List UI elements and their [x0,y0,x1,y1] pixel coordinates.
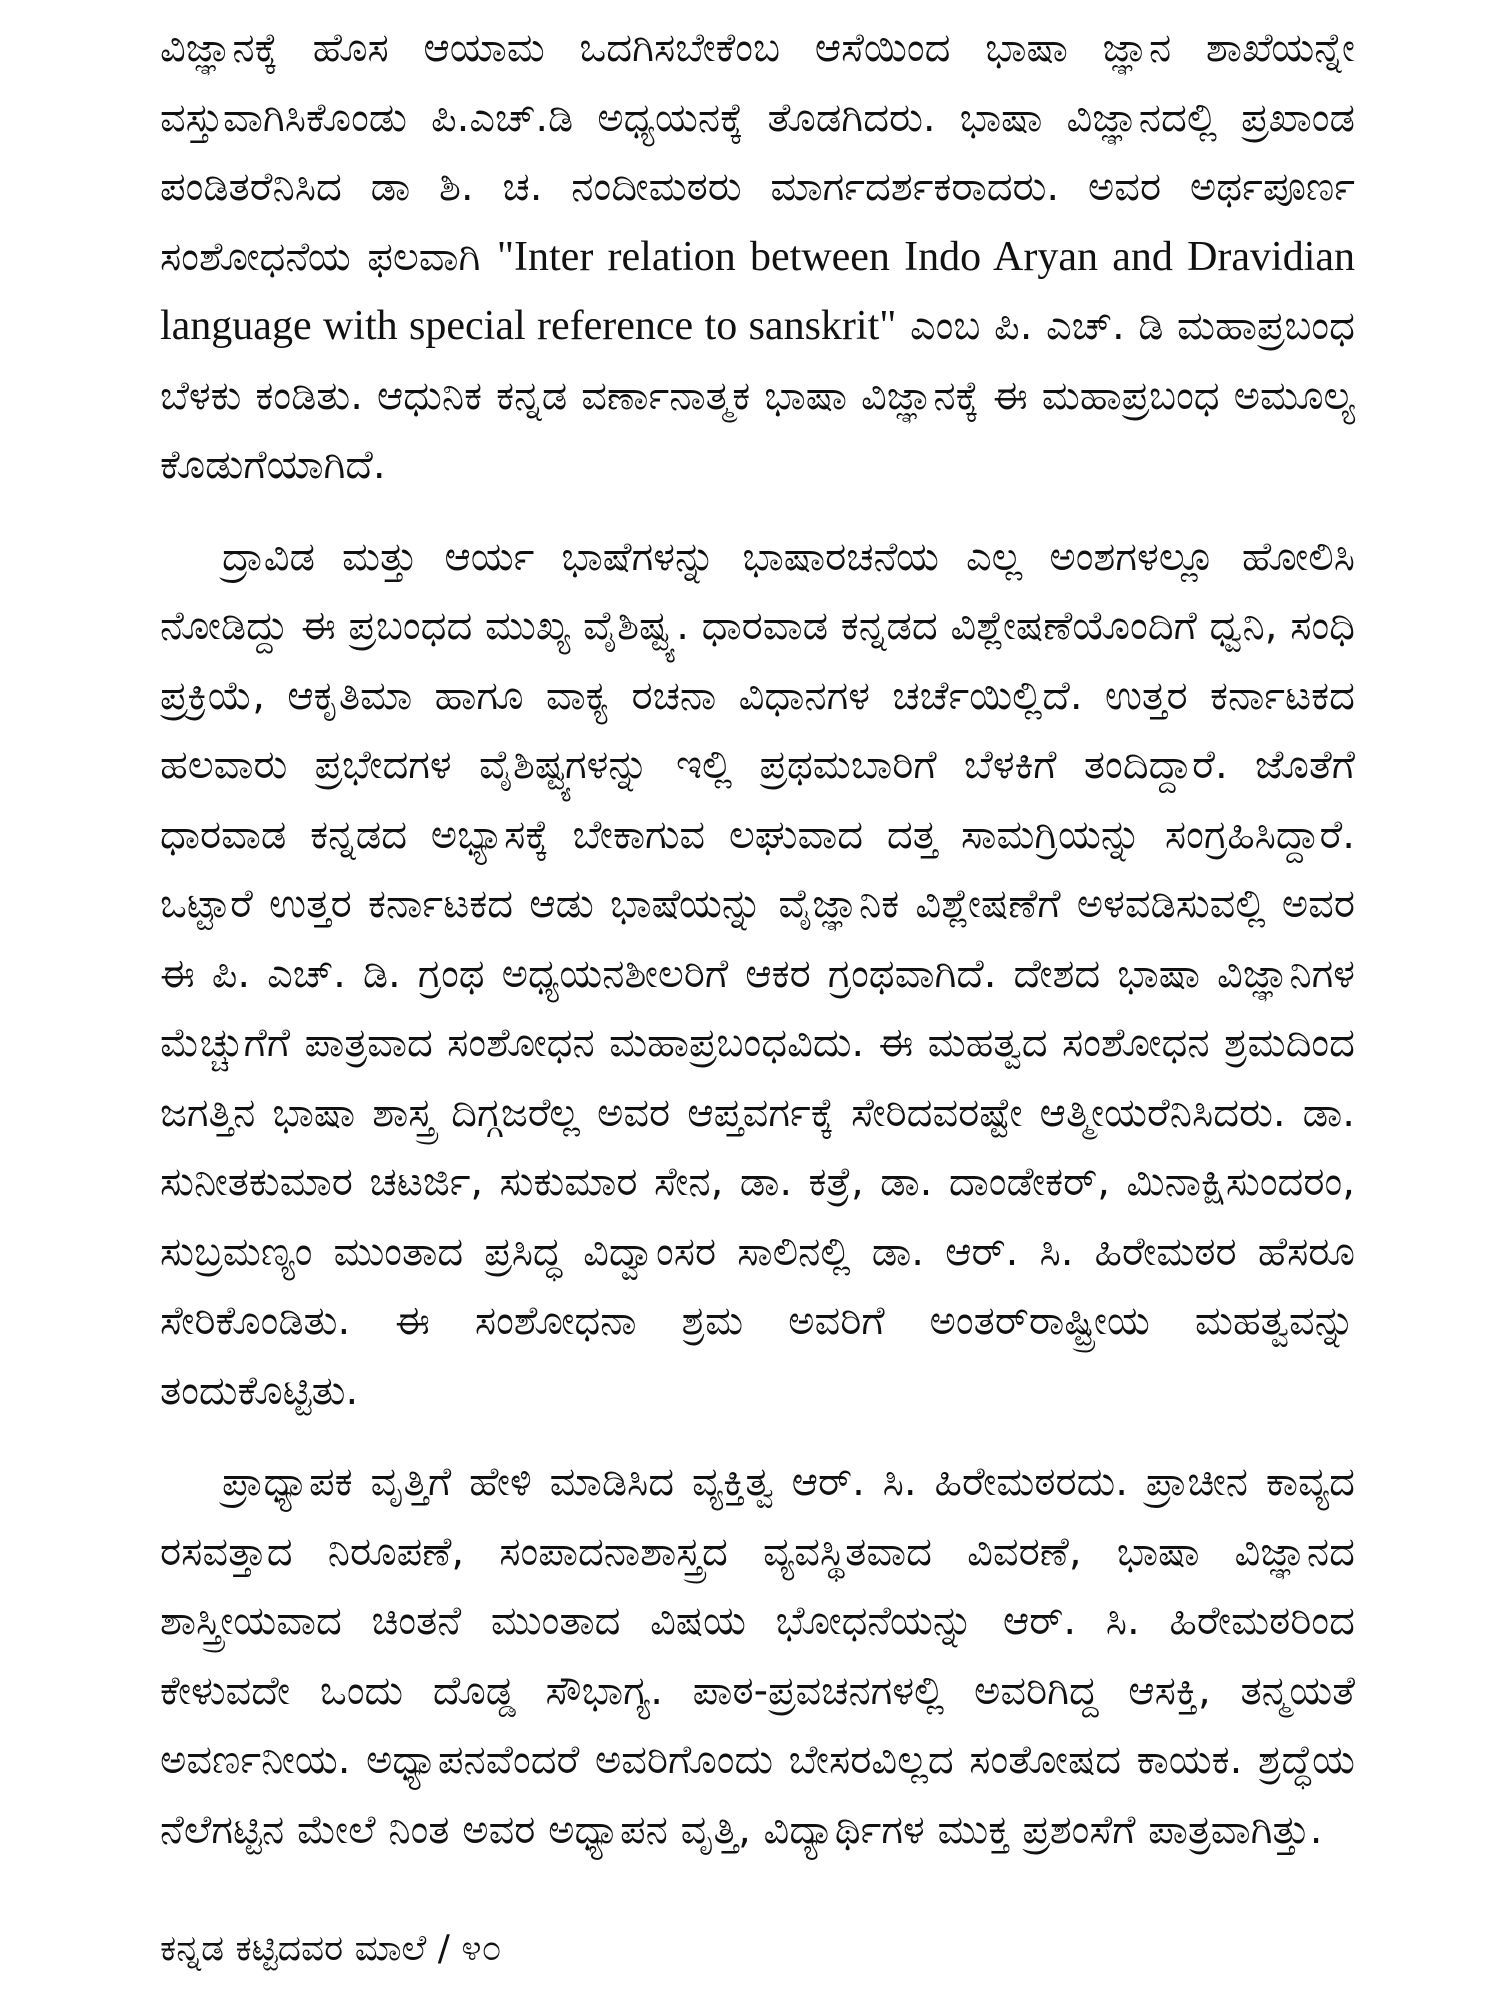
page-footer: ಕನ್ನಡ ಕಟ್ಟಿದವರ ಮಾಲೆ / ೪೦ [160,1928,502,1969]
thesis-title-english: "Inter relation between Indo Aryan and Dravidian language with special reference to sanskrit" [160,233,1356,349]
paragraph-1-kannada-tail: ಎಂಬ ಪಿ. ಎಚ್. ಡಿ ಮಹಾಪ್ರಬಂಧ ಬೆಳಕು ಕಂಡಿತು. ಆಧುನಿಕ ಕನ್ನಡ ವರ್ಣಾನಾತ್ಮಕ ಭಾಷಾ ವಿಜ್ಞಾನಕ್ಕೆ ಈ ಮಹಾಪ್ರಬಂಧ ಅಮೂಲ್ಯ ಕೊಡುಗೆಯಾಗಿದೆ. [160,303,1355,488]
document-page [160,14,1355,1984]
paragraph-1-kannada-lead: ವಿಜ್ಞಾನಕ್ಕೆ ಹೊಸ ಆಯಾಮ ಒದಗಿಸಬೇಕೆಂಬ ಆಸೆಯಿಂದ ಭಾಷಾ ಜ್ಞಾನ ಶಾಖೆಯನ್ನೇ ವಸ್ತುವಾಗಿಸಿಕೊಂಡು ಪಿ.ಎಚ್.ಡಿ ಅಧ್ಯಯನಕ್ಕೆ ತೊಡಗಿದರು. ಭಾಷಾ ವಿಜ್ಞಾನದಲ್ಲಿ ಪ್ರಖಾಂಡ ಪಂಡಿತರೆನಿಸಿದ ಡಾ ಶಿ. ಚ. ನಂದೀಮಠರು ಮಾರ್ಗದರ್ಶಕರಾದರು. ಅವರ ಅರ್ಥಪೂರ್ಣ ಸಂಶೋಧನೆಯ ಫಲವಾಗಿ [160,25,1355,280]
paragraph-1 [160,14,1355,501]
paragraph-3: ಪ್ರಾಧ್ಯಾಪಕ ವೃತ್ತಿಗೆ ಹೇಳಿ ಮಾಡಿಸಿದ ವ್ಯಕ್ತಿತ್ವ ಆರ್. ಸಿ. ಹಿರೇಮಠರದು. ಪ್ರಾಚೀನ ಕಾವ್ಯದ ರಸವತ್ತಾದ ನಿರೂಪಣೆ, ಸಂಪಾದನಾಶಾಸ್ತ್ರದ ವ್ಯವಸ್ಥಿತವಾದ ವಿವರಣೆ, ಭಾಷಾ ವಿಜ್ಞಾನದ ಶಾಸ್ತ್ರೀಯವಾದ ಚಿಂತನೆ ಮುಂತಾದ ವಿಷಯ ಭೋಧನೆಯನ್ನು ಆರ್. ಸಿ. ಹಿರೇಮಠರಿಂದ ಕೇಳುವದೇ ಒಂದು ದೊಡ್ಡ ಸೌಭಾಗ್ಯ. ಪಾಠ-ಪ್ರವಚನಗಳಲ್ಲಿ ಅವರಿಗಿದ್ದ ಆಸಕ್ತಿ, ತನ್ಮಯತೆ ಅವರ್ಣನೀಯ. ಅಧ್ಯಾಪನವೆಂದರೆ ಅವರಿಗೊಂದು ಬೇಸರವಿಲ್ಲದ ಸಂತೋಷದ ಕಾಯಕ. ಶ್ರದ್ಧೆಯ ನೆಲೆಗಟ್ಟಿನ ಮೇಲೆ ನಿಂತ ಅವರ ಅಧ್ಯಾಪನ ವೃತ್ತಿ, ವಿದ್ಯಾರ್ಥಿಗಳ ಮುಕ್ತ ಪ್ರಶಂಸೆಗೆ ಪಾತ್ರವಾಗಿತ್ತು. [160,1459,1355,1853]
paragraph-2: ದ್ರಾವಿಡ ಮತ್ತು ಆರ್ಯ ಭಾಷೆಗಳನ್ನು ಭಾಷಾರಚನೆಯ ಎಲ್ಲ ಅಂಶಗಳಲ್ಲೂ ಹೋಲಿಸಿ ನೋಡಿದ್ದು ಈ ಪ್ರಬಂಧದ ಮುಖ್ಯ ವೈಶಿಷ್ಟ್ಯ. ಧಾರವಾಡ ಕನ್ನಡದ ವಿಶ್ಲೇಷಣೆಯೊಂದಿಗೆ ಧ್ವನಿ, ಸಂಧಿ ಪ್ರಕ್ರಿಯೆ, ಆಕೃತಿಮಾ ಹಾಗೂ ವಾಕ್ಯ ರಚನಾ ವಿಧಾನಗಳ ಚರ್ಚೆಯಿಲ್ಲಿದೆ. ಉತ್ತರ ಕರ್ನಾಟಕದ ಹಲವಾರು ಪ್ರಭೇದಗಳ ವೈಶಿಷ್ಟ್ಯಗಳನ್ನು ಇಲ್ಲಿ ಪ್ರಥಮಬಾರಿಗೆ ಬೆಳಕಿಗೆ ತಂದಿದ್ದಾರೆ. ಜೊತೆಗೆ ಧಾರವಾಡ ಕನ್ನಡದ ಅಭ್ಯಾಸಕ್ಕೆ ಬೇಕಾಗುವ ಲಘುವಾದ ದತ್ತ ಸಾಮಗ್ರಿಯನ್ನು ಸಂಗ್ರಹಿಸಿದ್ದಾರೆ. ಒಟ್ಟಾರೆ ಉತ್ತರ ಕರ್ನಾಟಕದ ಆಡು ಭಾಷೆಯನ್ನು ವೈಜ್ಞಾನಿಕ ವಿಶ್ಲೇಷಣೆಗೆ ಅಳವಡಿಸುವಲ್ಲಿ ಅವರ ಈ ಪಿ. ಎಚ್. ಡಿ. ಗ್ರಂಥ ಅಧ್ಯಯನಶೀಲರಿಗೆ ಆಕರ ಗ್ರಂಥವಾಗಿದೆ. ದೇಶದ ಭಾಷಾ ವಿಜ್ಞಾನಿಗಳ ಮೆಚ್ಚುಗೆಗೆ ಪಾತ್ರವಾದ ಸಂಶೋಧನ ಮಹಾಪ್ರಬಂಧವಿದು. ಈ ಮಹತ್ವದ ಸಂಶೋಧನ ಶ್ರಮದಿಂದ ಜಗತ್ತಿನ ಭಾಷಾ ಶಾಸ್ತ್ರ ದಿಗ್ಗಜರೆಲ್ಲ ಅವರ ಆಪ್ತವರ್ಗಕ್ಕೆ ಸೇರಿದವರಷ್ಟೇ ಆತ್ಮೀಯರೆನಿಸಿದರು. ಡಾ. ಸುನೀತಕುಮಾರ ಚಟರ್ಜಿ, ಸುಕುಮಾರ ಸೇನ, ಡಾ. ಕತ್ರೆ, ಡಾ. ದಾಂಡೇಕರ್, ಮಿನಾಕ್ಷಿಸುಂದರಂ, ಸುಬ್ರಮಣ್ಯಂ ಮುಂತಾದ ಪ್ರಸಿದ್ಧ ವಿದ್ವಾಂಸರ ಸಾಲಿನಲ್ಲಿ ಡಾ. ಆರ್. ಸಿ. ಹಿರೇಮಠರ ಹೆಸರೂ ಸೇರಿಕೊಂಡಿತು. ಈ ಸಂಶೋಧನಾ ಶ್ರಮ ಅವರಿಗೆ ಅಂತರ್‌ರಾಷ್ಟ್ರೀಯ ಮಹತ್ವವನ್ನು ತಂದುಕೊಟ್ಟಿತು. [160,533,1355,1414]
